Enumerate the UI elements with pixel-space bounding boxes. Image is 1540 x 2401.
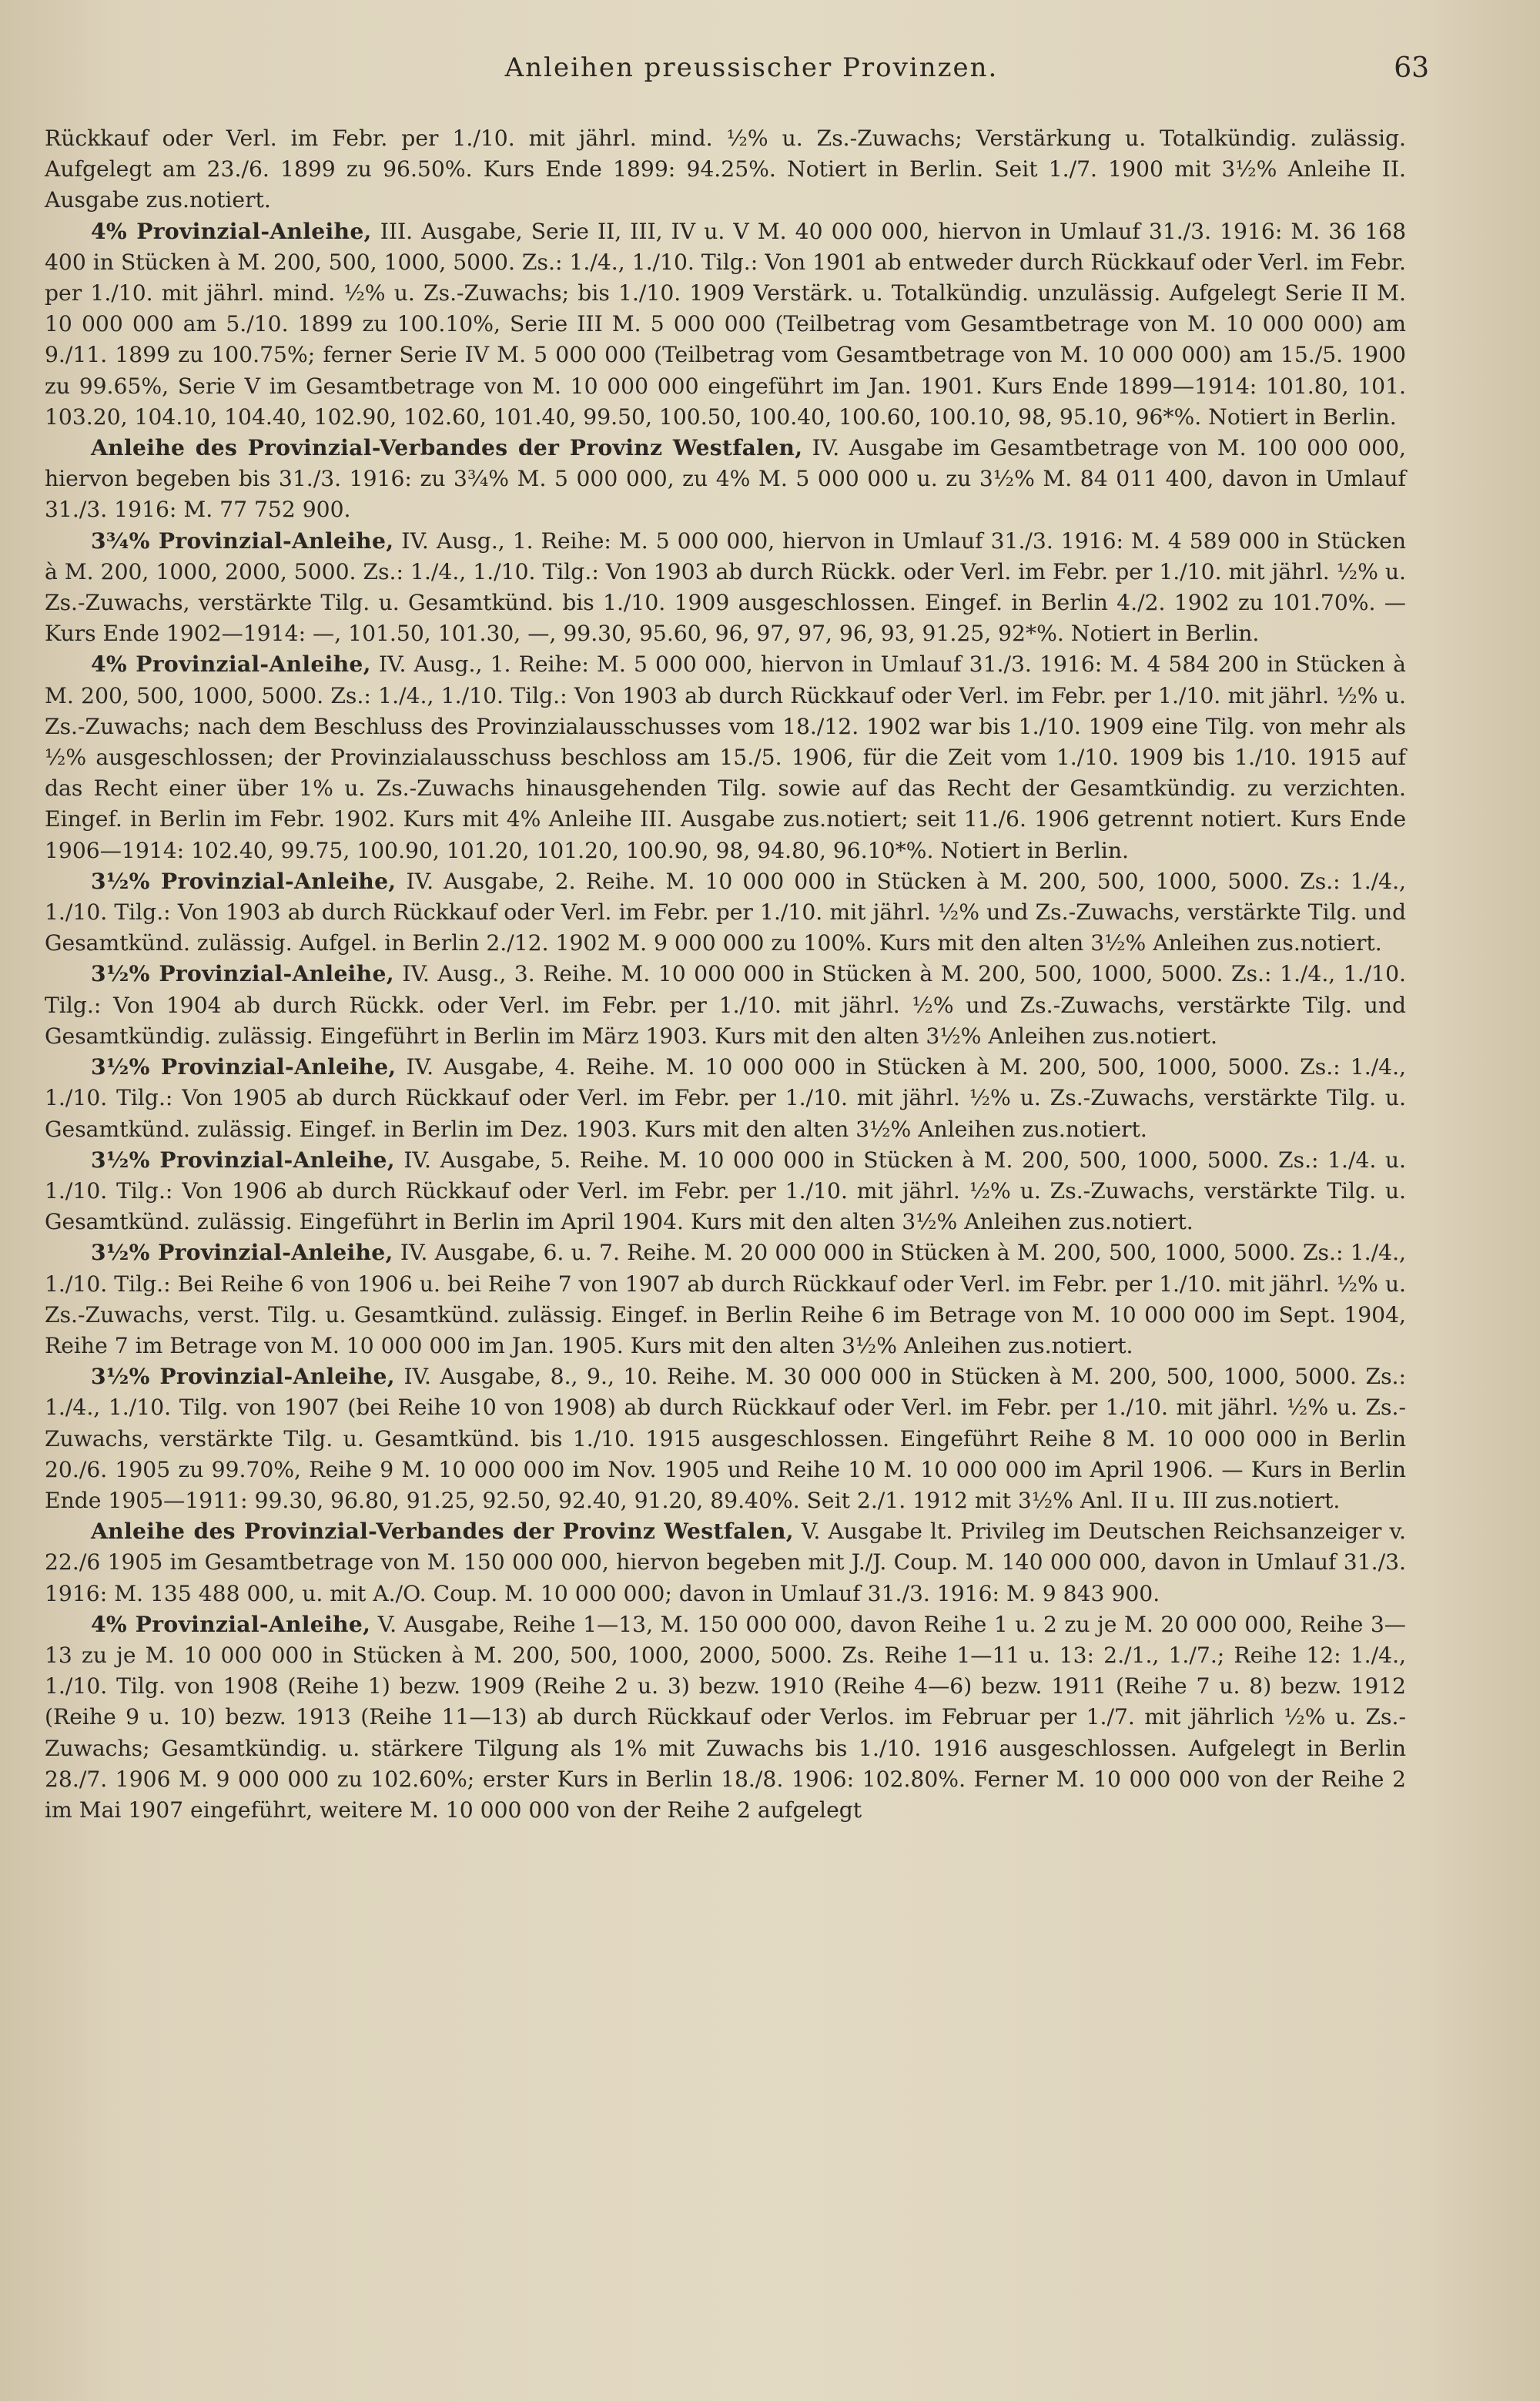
paragraph (45, 649, 1406, 866)
paragraph-heading: Anleihe des Provinzial-Verbandes der Provinz Westfalen, (91, 435, 803, 461)
page-number: 63 (1394, 52, 1429, 84)
paragraph-body: IV. Ausgabe, 4. Reihe. M. 10 000 000 in Stücken à M. 200, 500, 1000, 5000. Zs.: 1./4., 1./10. Tilg.: Von 1905 ab durch Rückkauf oder Verl. im Febr. per 1./10. mit jährl. ½% u. Zs.-Zuwachs, verstärkte Tilg. u. Gesamtkünd. zulässig. Eingef. in Berlin im Dez. 1903. Kurs mit den alten 3½% Anleihen zus.notiert. (45, 1054, 1406, 1142)
paragraph-body: V. Ausgabe lt. Privileg im Deutschen Reichsanzeiger v. 22./6 1905 im Gesamtbetrage von M. 150 000 000, hiervon begeben mit J./J. Coup. M. 140 000 000, davon in Umlauf 31./3. 1916: M. 135 488 000, u. mit A./O. Coup. M. 10 000 000; davon in Umlauf 31./3. 1916: M. 9 843 900. (45, 1519, 1406, 1606)
paragraph-body: IV. Ausg., 1. Reihe: M. 5 000 000, hiervon in Umlauf 31./3. 1916: M. 4 589 000 in Stücken à M. 200, 1000, 2000, 5000. Zs.: 1./4., 1./10. Tilg.: Von 1903 ab durch Rückk. oder Verl. im Febr. per 1./10. mit jährl. ½% u. Zs.-Zuwachs, verstärkte Tilg. u. Gesamtkünd. bis 1./10. 1909 ausgeschlossen. Eingef. in Berlin 4./2. 1902 zu 101.70%. — Kurs Ende 1902—1914: —, 101.50, 101.30, —, 99.30, 95.60, 96, 97, 97, 96, 93, 91.25, 92*%. Notiert in Berlin. (45, 527, 1406, 647)
paragraph (45, 1237, 1406, 1361)
paragraph-heading: Anleihe des Provinzial-Verbandes der Provinz Westfalen, (91, 1519, 794, 1545)
paragraph (45, 1145, 1406, 1238)
body-text (45, 123, 1406, 1826)
paragraph-heading: 4% Provinzial-Anleihe, (91, 651, 371, 678)
paragraph (45, 1052, 1406, 1145)
paragraph-heading: 3½% Provinzial-Anleihe, (91, 961, 394, 987)
paragraph (45, 1609, 1406, 1826)
paragraph (45, 1361, 1406, 1516)
paragraph (45, 216, 1406, 433)
running-title: Anleihen preussischer Provinzen. (504, 52, 999, 83)
paragraph-body: III. Ausgabe, Serie II, III, IV u. V M. 40 000 000, hiervon in Umlauf 31./3. 1916: M. 36 168 400 in Stücken à M. 200, 500, 1000, 5000. Zs.: 1./4., 1./10. Tilg.: Von 1901 ab entweder durch Rückkauf oder Verl. im Febr. per 1./10. mit jährl. mind. ½% u. Zs.-Zuwachs; bis 1./10. 1909 Verstärk. u. Totalkündig. unzulässig. Aufgelegt Serie II M. 10 000 000 am 5./10. 1899 zu 100.10%, Serie III M. 5 000 000 (Teilbetrag vom Gesamtbetrage von M. 10 000 000) am 9./11. 1899 zu 100.75%; ferner Serie IV M. 5 000 000 (Teilbetrag vom Gesamtbetrage von M. 10 000 000) am 15./5. 1900 zu 99.65%, Serie V im Gesamtbetrage von M. 10 000 000 eingeführt im Jan. 1901. Kurs Ende 1899—1914: 101.80, 101. 103.20, 104.10, 104.40, 102.90, 102.60, 101.40, 99.50, 100.50, 100.40, 100.60, 100.10, 98, 95.10, 96*%. Notiert in Berlin. (45, 218, 1407, 430)
paragraph (45, 433, 1406, 526)
paragraph (45, 959, 1406, 1052)
paragraph-heading: 3½% Provinzial-Anleihe, (91, 868, 397, 894)
paragraph-body: IV. Ausg., 1. Reihe: M. 5 000 000, hiervon in Umlauf 31./3. 1916: M. 4 584 200 in Stücken à M. 200, 500, 1000, 5000. Zs.: 1./4., 1./10. Tilg.: Von 1903 ab durch Rückkauf oder Verl. im Febr. per 1./10. mit jährl. ½% u. Zs.-Zuwachs; nach dem Beschluss des Provinzialausschusses vom 18./12. 1902 war bis 1./10. 1909 eine Tilg. von mehr als ½% ausgeschlossen; der Provinzialausschuss beschloss am 15./5. 1906, für die Zeit vom 1./10. 1909 bis 1./10. 1915 auf das Recht einer über 1% u. Zs.-Zuwachs hinausgehenden Tilg. sowie auf das Recht der Gesamtkündig. zu verzichten. Eingef. in Berlin im Febr. 1902. Kurs mit 4% Anleihe III. Ausgabe zus.notiert; seit 11./6. 1906 getrennt notiert. Kurs Ende 1906—1914: 102.40, 99.75, 100.90, 101.20, 101.20, 100.90, 98, 94.80, 96.10*%. Notiert in Berlin. (45, 651, 1406, 863)
paragraph-body: IV. Ausgabe, 5. Reihe. M. 10 000 000 in Stücken à M. 200, 500, 1000, 5000. Zs.: 1./4. u. 1./10. Tilg.: Von 1906 ab durch Rückkauf oder Verl. im Febr. per 1./10. mit jährl. ½% u. Zs.-Zuwachs, verstärkte Tilg. u. Gesamtkünd. zulässig. Eingeführt in Berlin im April 1904. Kurs mit den alten 3½% Anleihen zus.notiert. (45, 1147, 1407, 1235)
paragraph-body: IV. Ausgabe, 8., 9., 10. Reihe. M. 30 000 000 in Stücken à M. 200, 500, 1000, 5000. Zs.: 1./4., 1./10. Tilg. von 1907 (bei Reihe 10 von 1908) ab durch Rückkauf oder Verl. im Febr. per 1./10. mit jährl. ½% u. Zs.-Zuwachs, verstärkte Tilg. u. Gesamtkünd. bis 1./10. 1915 ausgeschlossen. Eingeführt Reihe 8 M. 10 000 000 in Berlin 20./6. 1905 zu 99.70%, Reihe 9 M. 10 000 000 im Nov. 1905 und Reihe 10 M. 10 000 000 im April 1906. — Kurs in Berlin Ende 1905—1911: 99.30, 96.80, 91.25, 92.50, 92.40, 91.20, 89.40%. Seit 2./1. 1912 mit 3½% Anl. II u. III zus.notiert. (45, 1364, 1406, 1513)
paragraph-heading: 3½% Provinzial-Anleihe, (91, 1364, 395, 1390)
paragraph-body: V. Ausgabe, Reihe 1—13, M. 150 000 000, davon Reihe 1 u. 2 zu je M. 20 000 000, Reihe 3—13 zu je M. 10 000 000 in Stücken à M. 200, 500, 1000, 2000, 5000. Zs. Reihe 1—11 u. 13: 2./1., 1./7.; Reihe 12: 1./4., 1./10. Tilg. von 1908 (Reihe 1) bezw. 1909 (Reihe 2 u. 3) bezw. 1910 (Reihe 4—6) bezw. 1911 (Reihe 7 u. 8) bezw. 1912 (Reihe 9 u. 10) bezw. 1913 (Reihe 11—13) ab durch Rückkauf oder Verlos. im Februar per 1./7. mit jährlich ½% u. Zs.-Zuwachs; Gesamtkündig. u. stärkere Tilgung als 1% mit Zuwachs bis 1./10. 1916 ausgeschlossen. Aufgelegt in Berlin 28./7. 1906 M. 9 000 000 zu 102.60%; erster Kurs in Berlin 18./8. 1906: 102.80%. Ferner M. 10 000 000 von der Reihe 2 im Mai 1907 eingeführt, weitere M. 10 000 000 von der Reihe 2 aufgelegt (45, 1611, 1406, 1823)
paragraph-body: IV. Ausgabe, 6. u. 7. Reihe. M. 20 000 000 in Stücken à M. 200, 500, 1000, 5000. Zs.: 1./4., 1./10. Tilg.: Bei Reihe 6 von 1906 u. bei Reihe 7 von 1907 ab durch Rückkauf oder Verl. im Febr. per 1./10. mit jährl. ½% u. Zs.-Zuwachs, verst. Tilg. u. Gesamtkünd. zulässig. Eingef. in Berlin Reihe 6 im Betrage von M. 10 000 000 im Sept. 1904, Reihe 7 im Betrage von M. 10 000 000 im Jan. 1905. Kurs mit den alten 3½% Anleihen zus.notiert. (45, 1240, 1406, 1358)
paragraph-heading: 3½% Provinzial-Anleihe, (91, 1240, 393, 1266)
paragraph-body: IV. Ausg., 3. Reihe. M. 10 000 000 in Stücken à M. 200, 500, 1000, 5000. Zs.: 1./4., 1./10. Tilg.: Von 1904 ab durch Rückk. oder Verl. im Febr. per 1./10. mit jährl. ½% und Zs.-Zuwachs, verstärkte Tilg. und Gesamtkündig. zulässig. Eingeführt in Berlin im März 1903. Kurs mit den alten 3½% Anleihen zus.notiert. (45, 961, 1406, 1049)
paragraph-heading: 4% Provinzial-Anleihe, (91, 1611, 371, 1637)
paragraph (45, 526, 1406, 650)
paragraph-body: IV. Ausgabe im Gesamtbetrage von M. 100 000 000, hiervon begeben bis 31./3. 1916: zu 3¾% M. 5 000 000, zu 4% M. 5 000 000 u. zu 3½% M. 84 011 400, davon in Umlauf 31./3. 1916: M. 77 752 900. (45, 435, 1406, 523)
page-header (74, 48, 1429, 94)
paragraph-heading: 3¾% Provinzial-Anleihe, (91, 527, 394, 554)
paragraph-body: IV. Ausgabe, 2. Reihe. M. 10 000 000 in Stücken à M. 200, 500, 1000, 5000. Zs.: 1./4., 1./10. Tilg.: Von 1903 ab durch Rückkauf oder Verl. im Febr. per 1./10. mit jährl. ½% und Zs.-Zuwachs, verstärkte Tilg. und Gesamtkünd. zulässig. Aufgel. in Berlin 2./12. 1902 M. 9 000 000 zu 100%. Kurs mit den alten 3½% Anleihen zus.notiert. (45, 868, 1406, 956)
paragraph (45, 123, 1406, 216)
paragraph-heading: 4% Provinzial-Anleihe, (91, 218, 372, 244)
paragraph-heading: 3½% Provinzial-Anleihe, (91, 1054, 397, 1080)
paragraph (45, 866, 1406, 959)
paragraph-heading: 3½% Provinzial-Anleihe, (91, 1147, 395, 1173)
paragraph-body: Rückkauf oder Verl. im Febr. per 1./10. mit jährl. mind. ½% u. Zs.-Zuwachs; Verstärkung u. Totalkündig. zulässig. Aufgelegt am 23./6. 1899 zu 96.50%. Kurs Ende 1899: 94.25%. Notiert in Berlin. Seit 1./7. 1900 mit 3½% Anleihe II. Ausgabe zus.notiert. (45, 126, 1406, 213)
paragraph (45, 1516, 1406, 1609)
